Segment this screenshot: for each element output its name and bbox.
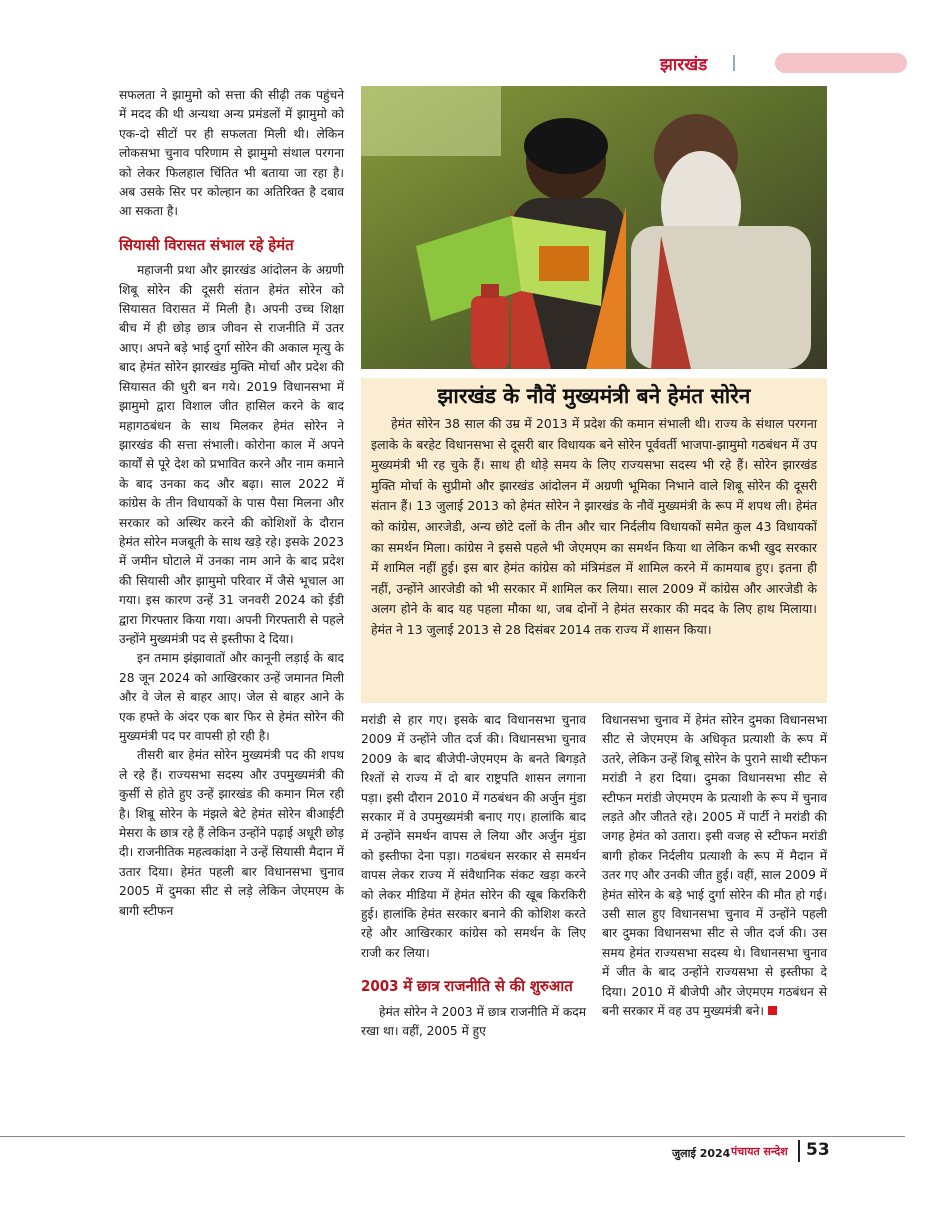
- subheading: 2003 में छात्र राजनीति से की शुरुआत: [361, 977, 573, 996]
- box-title: झारखंड के नौवें मुख्यमंत्री बने हेमंत सोरेन: [437, 384, 751, 408]
- paragraph: इन तमाम झंझावातों और कानूनी लड़ाई के बाद 28 जून 2024 को आखिरकार उन्हें जमानत मिली और वे जेल से बाहर आए। जेल से बाहर आने के एक हफ्ते के अंदर एक बार फिर से हेमंत सोरेन की मुख्यमंत्री पद पर वापसी हो रही है।: [119, 651, 344, 743]
- highlight-box: [361, 378, 827, 703]
- magazine-logo: पंचायत सन्देश: [731, 1145, 788, 1158]
- paragraph: महाजनी प्रथा और झारखंड आंदोलन के अग्रणी शिबू सोरेन की दूसरी संतान हेमंत सोरेन को सियासत विरासत में मिली है। अपनी उच्च शिक्षा बीच में ही छोड़ छात्र जीवन से राजनीति में उतर आए। अपने बड़े भाई दुर्गा सोरेन की अकाल मृत्यु के बाद हेमंत सोरेन झारखंड मुक्ति मोर्चा और प्रदेश की सियासत की धुरी बन गये। 2019 विधानसभा में झामुमो द्वारा विशाल जीत हासिल करने के बाद महागठबंधन के साथ मिलकर हेमंत सोरेन ने झारखंड की सत्ता संभाली। कोरोना काल में अपने कार्यों से पूरे देश को प्रभावित करने और नाम कमाने के बाद उनका कद और बढ़ा। साल 2022 में कांग्रेस के तीन विधायकों के पास पैसा मिलना और सरकार को अस्थिर करने की कोशिशों के दौरान हेमंत सोरेन मजबूती के साथ खड़े रहे। इसके 2023 में जमीन घोटाले में उनका नाम आने के बाद प्रदेश की सियासी और झामुमो परिवार में जैसे भूचाल आ गया। इस कारण उन्हें 31 जनवरी 2024 को ईडी द्वारा गिरफ्तार किया गया। अपनी गिरफ्तारी से पहले उन्होंने मुख्यमंत्री पद से इस्तीफा दे दिया।: [119, 263, 344, 646]
- box-text: हेमंत सोरेन 38 साल की उम्र में 2013 में प्रदेश की कमान संभाली थी। राज्य के संथाल परगना इलाके के बरहेट विधानसभा से दूसरी बार विधायक बने सोरेन पूर्ववर्ती भाजपा-झामुमो गठबंधन में उप मुख्यमंत्री भी रह चुके हैं। साथ ही थोड़े समय के लिए राज्यसभा सदस्य भी रहे हैं। सोरेन झारखंड मुक्ति मोर्चा के सुप्रीमो और झारखंड आंदोलन में अग्रणी भूमिका निभाने वाले शिबू सोरेन की दूसरी संतान हैं। 13 जुलाई 2013 को हेमंत सोरेन ने झारखंड के नौवें मुख्यमंत्री के रूप में शपथ ली। हेमंत को कांग्रेस, आरजेडी, अन्य छोटे दलों के तीन और चार निर्दलीय विधायकों समेत कुल 43 विधायकों का समर्थन मिला। कांग्रेस ने इससे पहले भी जेएमएम का समर्थन किया था लेकिन कभी खुद सरकार में शामिल नहीं हुई। इस बार हेमंत कांग्रेस को मंत्रिमंडल में शामिल करने में कामयाब हुए। इतना ही नहीं, उन्होंने आरजेडी को भी सरकार में शामिल कर लिया। साल 2009 में कांग्रेस और आरजेडी के अलग होने के बाद यह पहला मौका था, जब दोनों ने हेमंत सरकार की मदद के लिए हाथ मिलाया। हेमंत ने 13 जुलाई 2013 से 28 दिसंबर 2014 तक राज्य में शासन किया।: [371, 416, 817, 637]
- paragraph: तीसरी बार हेमंत सोरेन मुख्यमंत्री पद की शपथ ले रहे हैं। राज्यसभा सदस्य और उपमुख्यमंत्री की कुर्सी से होते हुए उन्हें झारखंड की कमान मिल रही है। शिबू सोरेन के मंझले बेटे हेमंत सोरेन बीआईटी मेसरा के छात्र रहे हैं लेकिन उन्होंने पढ़ाई अधूरी छोड़ दी। राजनीतिक महत्वकांक्षा ने उन्हें सियासी मैदान में उतार दिया। हेमंत पहली बार विधानसभा चुनाव 2005 में दुमका सीट से लड़े लेकिन जेएमएम के बागी स्टीफन: [119, 748, 344, 918]
- article-column-2: [361, 711, 586, 1042]
- footer-rule: [0, 1136, 905, 1137]
- paragraph: मरांडी से हार गए। इसके बाद विधानसभा चुनाव 2009 में उन्होंने जीत दर्ज की। विधानसभा चुनाव 2009 के बाद बीजेपी-जेएमएम के बनते बिगड़ते रिश्तों से राज्य में दो बार राष्ट्रपति शासन लगाना पड़ा। इसी दौरान 2010 में गठबंधन की अर्जुन मुंडा सरकार में वे उपमुख्यमंत्री बनाए गए। हालांकि बाद में उन्होंने समर्थन वापस ले लिया और अर्जुन मुंडा को इस्तीफा देना पड़ा। गठबंधन सरकार से समर्थन वापस लेकर राज्य में संवैधानिक संकट खड़ा करने को लेकर मीडिया में हेमंत सोरेन की खूब किरकिरी हुई। हालांकि हेमंत सरकार बनाने की कोशिश करते रहे और आखिरकार कांग्रेस को समर्थन के लिए राजी कर लिया।: [361, 713, 586, 960]
- paragraph: सफलता ने झामुमो को सत्ता की सीढ़ी तक पहुंचने में मदद की थी अन्यथा अन्य प्रमंडलों में झामुमो को एक-दो सीटों पर ही सफलता मिली थी। लेकिन लोकसभा चुनाव परिणाम से झामुमो संथाल परगना को लेकर फिलहाल चिंतित भी बताया जा रहा है। अब उसके सिर पर कोल्हान का अतिरिक्त है दबाव आ सकता है।: [119, 88, 344, 219]
- paragraph-text: विधानसभा चुनाव में हेमंत सोरेन दुमका विधानसभा सीट से जेएमएम के अधिकृत प्रत्याशी के रूप में उतरे, लेकिन उन्हें शिबू सोरेन के पुराने साथी स्टीफन मरांडी ने हरा दिया। दुमका विधानसभा सीट से स्टीफन मरांडी जेएमएम के प्रत्याशी के रूप में चुनाव लड़ते और जीतते रहे। 2005 में पार्टी ने मरांडी की जगह हेमंत को उतारा। इसी वजह से स्टीफन मरांडी बागी होकर निर्दलीय प्रत्याशी के रूप में मैदान में उतर गए और उनकी जीत हुई। वहीं, साल 2009 में हेमंत सोरेन के बड़े भाई दुर्गा सोरेन की मौत हो गई। उसी साल हुए विधानसभा चुनाव में उन्होंने पहली बार दुमका विधानसभा सीट से जीत दर्ज की। उस समय हेमंत राज्यसभा सदस्य थे। विधानसभा चुनाव में जीत के बाद उन्होंने राज्यसभा से इस्तीफा दे दिया। 2010 में बीजेपी और जेएमएम गठबंधन से बनी सरकार में वह उप मुख्यमंत्री बने।: [602, 713, 827, 1019]
- section-label: झारखंड: [660, 55, 708, 75]
- footer-divider: [798, 1140, 800, 1162]
- end-mark-icon: [768, 1006, 777, 1015]
- issue-date: जुलाई 2024: [672, 1147, 731, 1160]
- photo-illustration: [361, 86, 827, 369]
- article-column-3: [602, 711, 827, 1022]
- page-number: 53: [806, 1140, 830, 1160]
- subheading: सियासी विरासत संभाल रहे हेमंत: [119, 235, 294, 254]
- article-column-1: [119, 86, 344, 921]
- article-photo: [361, 86, 827, 369]
- paragraph: हेमंत सोरेन ने 2003 में छात्र राजनीति में कदम रखा था। वहीं, 2005 में हुए: [361, 1004, 586, 1039]
- section-divider: [733, 55, 735, 71]
- section-decor-bar: [775, 53, 907, 73]
- paragraph: [602, 711, 827, 1022]
